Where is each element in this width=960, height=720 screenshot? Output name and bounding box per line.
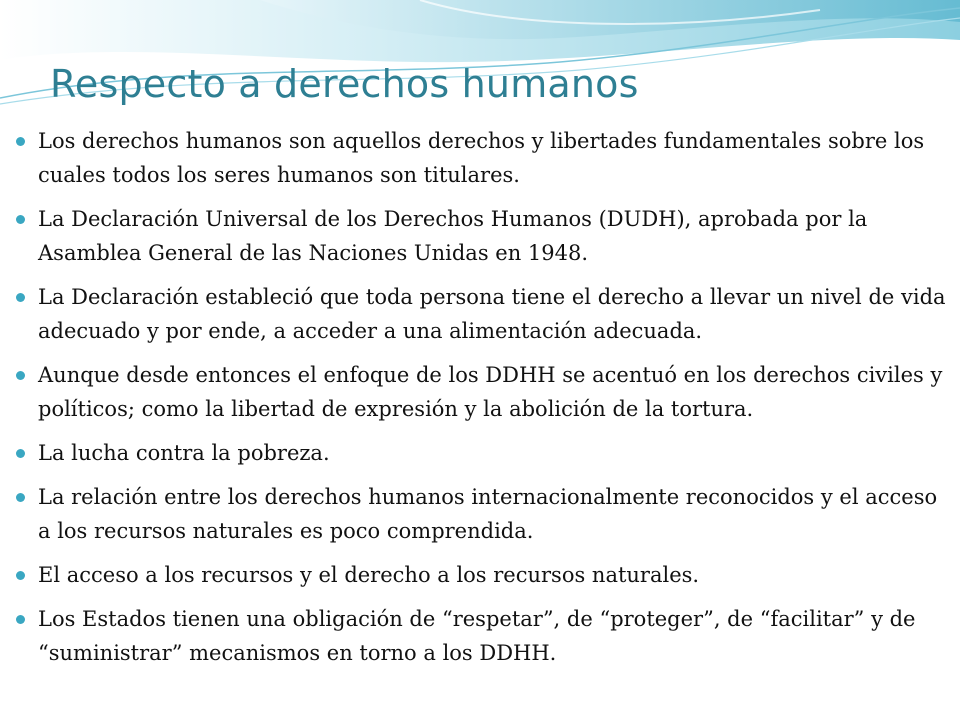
bullet-point-icon (16, 493, 25, 502)
bullet-point-icon (16, 449, 25, 458)
bullet-item (16, 358, 946, 426)
bullet-point-icon (16, 571, 25, 580)
bullet-text: La relación entre los derechos humanos internacionalmente reconocidos y el acceso a los recursos naturales es poco comprendida. (38, 485, 938, 543)
slide-title: Respecto a derechos humanos (50, 62, 639, 106)
bullet-point-icon (16, 371, 25, 380)
bullet-point-icon (16, 137, 25, 146)
bullet-item (16, 480, 946, 548)
bullet-item (16, 202, 946, 270)
bullet-point-icon (16, 615, 25, 624)
bullet-text: Aunque desde entonces el enfoque de los DDHH se acentuó en los derechos civiles y políticos; como la libertad de expresión y la abolición de la tortura. (38, 363, 943, 421)
bullet-text: El acceso a los recursos y el derecho a los recursos naturales. (38, 563, 700, 587)
bullet-point-icon (16, 215, 25, 224)
bullet-text: Los Estados tienen una obligación de “respetar”, de “proteger”, de “facilitar” y de “suministrar” mecanismos en torno a los DDHH. (38, 607, 916, 665)
bullet-text: La Declaración Universal de los Derechos Humanos (DUDH), aprobada por la Asamblea General de las Naciones Unidas en 1948. (38, 207, 868, 265)
bullet-item (16, 602, 946, 670)
bullet-item (16, 124, 946, 192)
bullet-text: Los derechos humanos son aquellos derechos y libertades fundamentales sobre los cuales todos los seres humanos son titulares. (38, 129, 925, 187)
bullet-text: La lucha contra la pobreza. (38, 441, 330, 465)
bullet-item (16, 558, 946, 592)
bullet-item (16, 280, 946, 348)
bullet-list (16, 124, 946, 680)
bullet-text: La Declaración estableció que toda persona tiene el derecho a llevar un nivel de vida adecuado y por ende, a acceder a una alimentación adecuada. (38, 285, 946, 343)
bullet-point-icon (16, 293, 25, 302)
bullet-item (16, 436, 946, 470)
